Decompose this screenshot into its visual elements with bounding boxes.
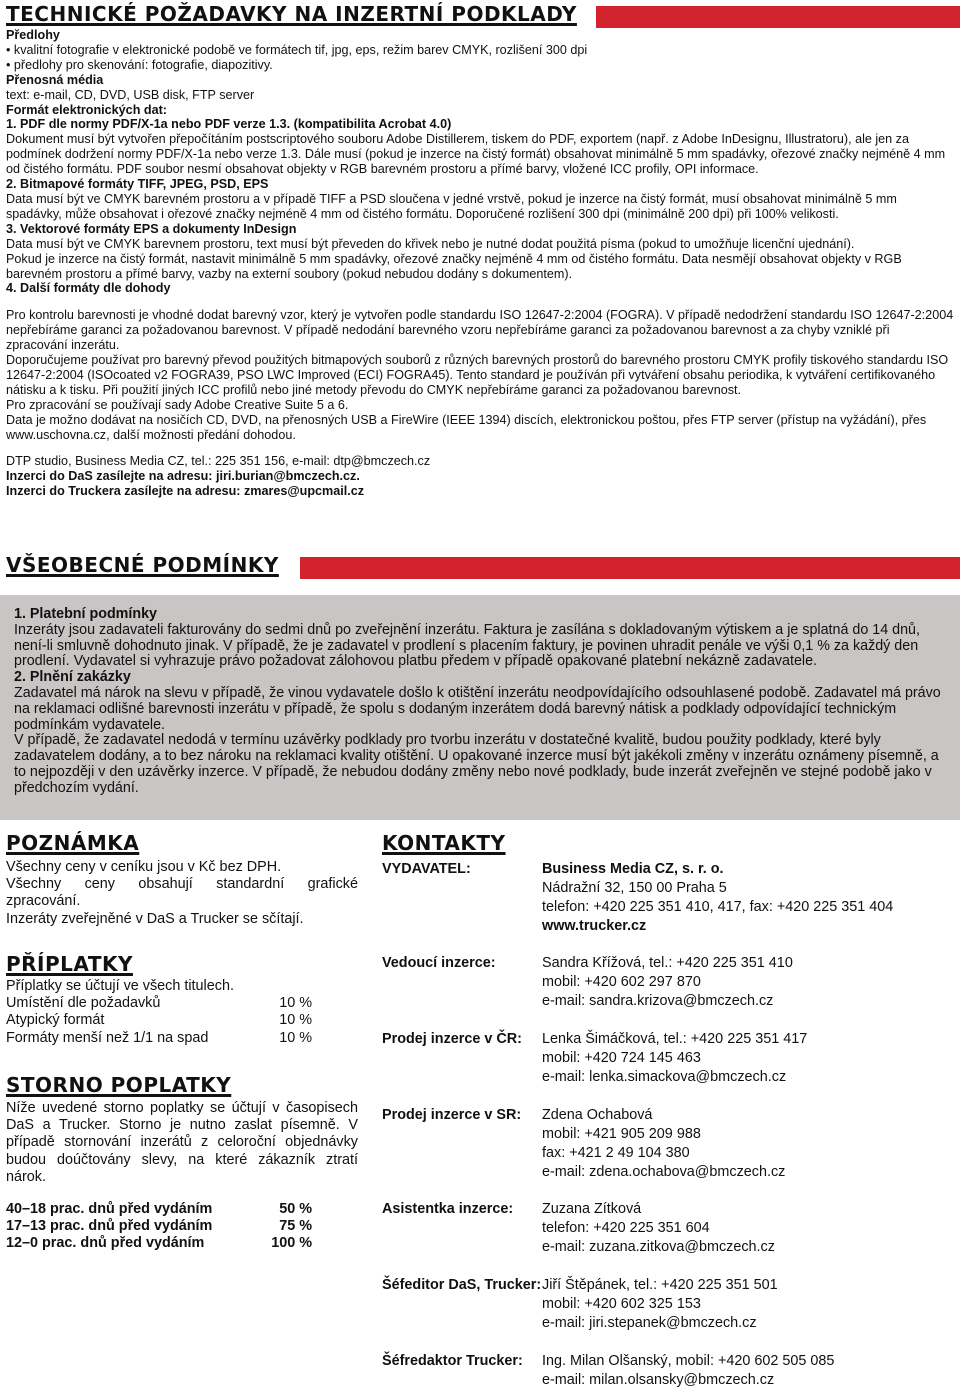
tech-paragraph: Data musí být ve CMYK barevnem prostoru, text musí být převeden do křivek nebo je nutné dodat použitá písma (pokud to umožňuje licenční ujednání). xyxy=(6,236,855,251)
tech-paragraph: Dokument musí být vytvořen přepočítáním postscriptového souboru Adobe Distillerem, tiskem do PDF, exportem (např. z Adobe InDesignu, Illustratoru), ale jen za podmínek dodržení normy PDF/X-1a nebo verze 1.3. Dále musí (pokud je inzerce na čistý formát) obsahovat minimálně 5 mm spadávky, ořezové značky nejméně 4 mm od čistého formátu. PDF soubor nesmí obsahovat objekty v RGB barevném prostoru a přímé barvy, vložené ICC profily, OPI informace. xyxy=(6,132,946,177)
note-line: Inzeráty zveřejněné v DaS a Trucker se sčítají. xyxy=(6,910,304,927)
cancel-title: STORNO POPLATKY xyxy=(6,1073,232,1097)
note-line: Všechny ceny obsahují standardní grafické zpracování. xyxy=(6,876,358,910)
surcharge-intro: Příplatky se účtují ve všech titulech. xyxy=(6,978,234,994)
note-line: Všechny ceny v ceníku jsou v Kč bez DPH. xyxy=(6,859,282,875)
contacts-body xyxy=(382,860,952,1390)
surcharge-value: 10 % xyxy=(279,995,312,1012)
contact-line: Ing. Milan Olšanský, mobil: +420 602 505 085 xyxy=(542,1353,835,1369)
contact-line: e-mail: zdena.ochabova@bmczech.cz xyxy=(542,1164,786,1181)
tech-heading: Formát elektronických dat: xyxy=(6,102,167,117)
note-body xyxy=(6,859,358,928)
contact-line: Jiří Štěpánek, tel.: +420 225 351 501 xyxy=(542,1277,778,1293)
tech-title: TECHNICKÉ POŽADAVKY NA INZERTNÍ PODKLADY xyxy=(6,2,577,26)
contact-value xyxy=(542,954,922,1011)
cancel-row xyxy=(6,1218,312,1235)
cancel-label: 40–18 prac. dnů před vydáním xyxy=(6,1201,213,1218)
contact-label: Prodej inzerce v ČR: xyxy=(382,1031,522,1047)
tech-paragraph: • předlohy pro skenování: fotografie, diapozitivy. xyxy=(6,57,273,72)
surcharge-row xyxy=(6,995,312,1012)
cancel-value: 75 % xyxy=(279,1218,312,1235)
general-body xyxy=(14,607,946,797)
contact-value xyxy=(542,1352,922,1390)
contact-line: Zdena Ochabová xyxy=(542,1107,653,1123)
cancel-text: Níže uvedené storno poplatky se účtují v časopisech DaS a Trucker. Storno je nutno zaslat písemně. V případě stornování inzerátů z celoroční objednávky budou doúčtovány slevy, na které zákazník ztratí nárok. xyxy=(6,1100,358,1185)
cancel-value: 100 % xyxy=(271,1235,312,1252)
contact-label: Prodej inzerce v SR: xyxy=(382,1107,522,1123)
tech-heading: 2. Bitmapové formáty TIFF, JPEG, PSD, EPS xyxy=(6,177,269,192)
contact-line: Lenka Šimáčková, tel.: +420 225 351 417 xyxy=(542,1031,808,1047)
cancel-body xyxy=(6,1100,358,1253)
spacer xyxy=(6,296,954,308)
general-heading: 1. Platební podmínky xyxy=(14,606,157,622)
tech-heading: 1. PDF dle normy PDF/X-1a nebo PDF verze 1.3. (kompatibilita Acrobat 4.0) xyxy=(6,117,452,132)
surcharge-value: 10 % xyxy=(279,1029,312,1046)
tech-red-bar xyxy=(596,6,960,28)
contact-line: e-mail: sandra.krizova@bmczech.cz xyxy=(542,993,774,1010)
contact-line: mobil: +420 602 297 870 xyxy=(542,974,701,991)
contact-line: Business Media CZ, s. r. o. xyxy=(542,861,724,877)
general-title: VŠEOBECNÉ PODMÍNKY xyxy=(6,553,279,577)
tech-paragraph: Doporučujeme používat pro barevný převod použitých bitmapových souborů z různých barevných prostorů do barevného prostoru CMYK profily tiskového standardu ISO 12647-2:2004 (ISOcoated v2 FOGRA39, PSO LWC Improved (ECI) FOGRA45). Tento standard je používán při vytváření obsahu periodika, k vytváření certifikovaného nátisku a k tisku. Při použití jiných ICC profilů nebo jiné metody převodu do CMYK nepřebíráme garanci za požadovanou barevnost. xyxy=(6,353,949,397)
surcharge-label: Formáty menší než 1/1 na spad xyxy=(6,1029,209,1046)
surcharge-label: Umístění dle požadavků xyxy=(6,995,161,1012)
cancel-row xyxy=(6,1235,312,1252)
contact-line: mobil: +420 602 325 153 xyxy=(542,1296,701,1313)
contact-label: Šéfredaktor Trucker: xyxy=(382,1353,523,1369)
tech-heading: Přenosná média xyxy=(6,72,104,87)
tech-heading: 3. Vektorové formáty EPS a dokumenty InDesign xyxy=(6,221,297,236)
contact-line: fax: +421 2 49 104 380 xyxy=(542,1145,690,1162)
contact-line: mobil: +421 905 209 988 xyxy=(542,1126,701,1143)
tech-heading: Předlohy xyxy=(6,28,60,42)
surcharge-title: PŘÍPLATKY xyxy=(6,952,133,976)
contact-label: Asistentka inzerce: xyxy=(382,1201,514,1217)
cancel-row xyxy=(6,1201,312,1218)
contact-value xyxy=(542,1200,922,1257)
surcharge-row xyxy=(6,1030,312,1047)
surcharge-body xyxy=(6,978,358,1047)
contact-value xyxy=(542,1106,922,1182)
tech-heading: Inzerci do DaS zasílejte na adresu: jiri.burian@bmczech.cz. xyxy=(6,469,360,484)
contact-line: e-mail: zuzana.zitkova@bmczech.cz xyxy=(542,1239,775,1256)
contact-line: Nádražní 32, 150 00 Praha 5 xyxy=(542,880,727,897)
contact-line: e-mail: lenka.simackova@bmczech.cz xyxy=(542,1069,787,1086)
general-paragraph: V případě, že zadavatel nedodá v termínu uzávěrky podklady pro tvorbu inzerátu v dostatečné kvalitě, budou použity podklady, které byly zadavatelem dodány, a to bez nároku na reklamaci kvality otištění. U opakované inzerce musí být jakékoli změny v inzerátu oznámeny písemně, a to nejpozději v den uzávěrky inzerce. V případě, že nebudou dodány změny nebo nové podklady, bude inzerát zveřejněn ve stejné podobě jako v předchozím vydání. xyxy=(14,732,939,796)
tech-heading: Inzerci do Truckera zasílejte na adresu: zmares@upcmail.cz xyxy=(6,484,365,499)
tech-paragraph: • kvalitní fotografie v elektronické podobě ve formátech tif, jpg, eps, režim barev CMYK, rozlišení 300 dpi xyxy=(6,42,588,57)
contact-label: Šéfeditor DaS, Trucker: xyxy=(382,1277,542,1293)
contact-line: telefon: +420 225 351 410, 417, fax: +420 225 351 404 xyxy=(542,899,894,916)
contact-line: e-mail: milan.olsansky@bmczech.cz xyxy=(542,1372,775,1389)
general-paragraph: Zadavatel má nárok na slevu v případě, že vinou vydavatele došlo k otištění inzerátu neodpovídajícího odsouhlasené podobě. Zadavatel má právo na reklamaci odlišné barevnosti inzerátu v případě, že spolu s dodaným inzerátem dodá barevný nátisk a podklady odpovídající technickým podmínkám vydavatele. xyxy=(14,684,941,733)
surcharge-label: Atypický formát xyxy=(6,1012,105,1029)
surcharge-value: 10 % xyxy=(279,1012,312,1029)
general-paragraph: Inzeráty jsou zadavateli fakturovány do sedmi dnů po zveřejnění inzerátu. Faktura je zasílána s dokladovaným výtiskem a je splatná do 14 dnů, není-li smluvně dohodnuto jinak. V případě, že je zadavatel v prodlení s placením faktury, je povinen uhradit penále ve výši 0,1 % za každý den prodlení. Vydavatel si vyhrazuje právo požadovat zálohovou platbu předem v případě opakované platební nekázně zadavatele. xyxy=(14,621,920,670)
cancel-label: 17–13 prac. dnů před vydáním xyxy=(6,1218,213,1235)
cancel-value: 50 % xyxy=(279,1201,312,1218)
tech-paragraph: Pro kontrolu barevnosti je vhodné dodat barevný vzor, který je vytvořen podle standardu ISO 12647-2:2004 (FOGRA). V případě nedodržení standardu ISO 12647-2:2004 nepřebíráme garanci za požadovanou barevnost. V případě nedodání barevného vzoru nepřebíráme garanci za požadovanou barevnost a za chyby vzniklé při zpracování inzerátu. xyxy=(6,308,954,353)
contact-value xyxy=(542,860,922,936)
contact-line: mobil: +420 724 145 463 xyxy=(542,1050,701,1067)
tech-paragraph: Pro zpracování se používají sady Adobe Creative Suite 5 a 6. xyxy=(6,397,349,412)
general-panel xyxy=(0,595,960,820)
contact-value xyxy=(542,1276,922,1333)
general-heading: 2. Plnění zakázky xyxy=(14,669,131,686)
surcharge-row xyxy=(6,1012,312,1029)
contact-line: Sandra Křížová, tel.: +420 225 351 410 xyxy=(542,955,793,971)
tech-heading: 4. Další formáty dle dohody xyxy=(6,281,171,296)
cancel-label: 12–0 prac. dnů před vydáním xyxy=(6,1235,205,1252)
tech-paragraph: Pokud je inzerce na čistý formát, nastavit minimálně 5 mm spadávky, ořezové značky nejméně 4 mm od čistého formátu. Data nesmějí obsahovat objekty v RGB barevném prostoru a přímé barvy, vazby na externí soubory (pokud nebudou dodány s dokumentem). xyxy=(6,251,902,281)
tech-paragraph: Data musí být ve CMYK barevném prostoru a v případě TIFF a PSD sloučena v jedné vrstvě, pokud je inzerce na čistý formát, musí obsahovat minimálně 5 mm spadávky, může obsahovat i ořezové značky nejméně 4 mm od čistého formátu. Doporučené rozlišení 300 dpi (minimálně 200 dpi) při 100% velikosti. xyxy=(6,191,897,221)
contact-line: e-mail: jiri.stepanek@bmczech.cz xyxy=(542,1315,757,1332)
tech-paragraph: Data je možno dodávat na nosičích CD, DVD, na přenosných USB a FireWire (IEEE 1394) discích, elektronickou poštou, přes FTP server (přístup na vyžádání), přes www.uschovna.cz, další možnosti předání dohodou. xyxy=(6,412,927,442)
general-red-bar xyxy=(300,557,960,579)
contact-label: Vedoucí inzerce: xyxy=(382,955,496,971)
contact-value xyxy=(542,1030,922,1087)
tech-paragraph: DTP studio, Business Media CZ, tel.: 225 351 156, e-mail: dtp@bmczech.cz xyxy=(6,454,431,469)
spacer xyxy=(6,442,954,454)
contact-line: telefon: +420 225 351 604 xyxy=(542,1220,710,1237)
tech-body xyxy=(6,28,954,499)
contacts-title: KONTAKTY xyxy=(382,831,506,855)
tech-paragraph: text: e-mail, CD, DVD, USB disk, FTP server xyxy=(6,87,255,102)
contact-label: VYDAVATEL: xyxy=(382,861,471,877)
contact-line: www.trucker.cz xyxy=(542,918,647,935)
contact-line: Zuzana Zítková xyxy=(542,1201,642,1217)
note-title: POZNÁMKA xyxy=(6,831,140,855)
